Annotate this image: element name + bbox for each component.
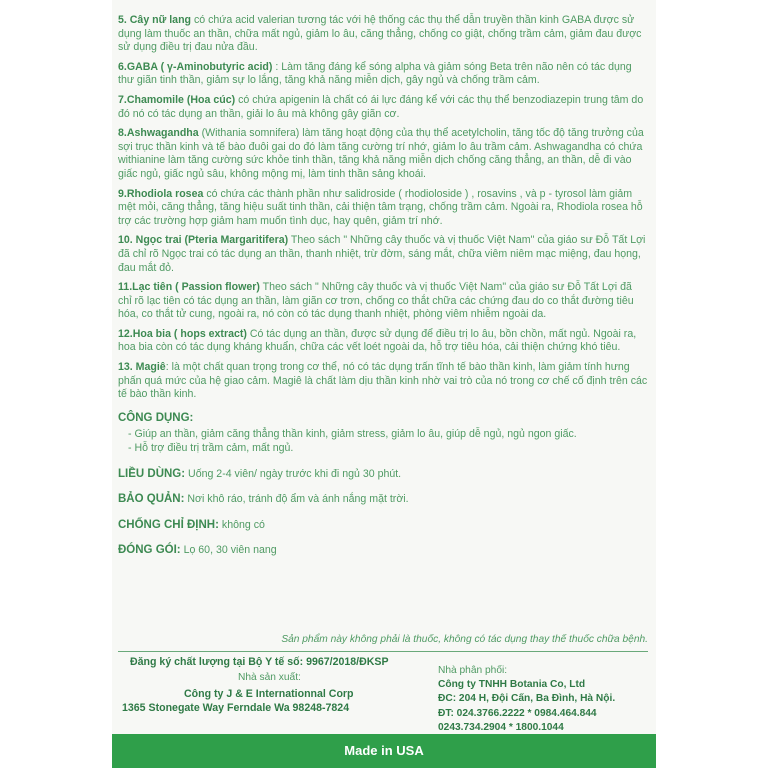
uses-list bbox=[128, 428, 648, 455]
dosage-label: LIỀU DÙNG: bbox=[118, 467, 186, 480]
ingredient-name: 11.Lạc tiên ( Passion flower) bbox=[118, 281, 260, 294]
ingredient-6 bbox=[118, 61, 648, 88]
ingredient-text: Theo sách " Những cây thuốc và vị thuốc Việt Nam" của giáo sư Đỗ Tất Lợi đã chỉ rõ lạc tiên có tác dụng an thần, làm giãn cơ trơn, chống co thắt chữa các chứng đau do co thắt đường tiêu hóa, co thắt tử cung, ngoài ra, nó còn có tác dụng thanh nhiệt, phòng viêm nhiễm ngoài da. bbox=[118, 281, 634, 321]
contraindications-line bbox=[118, 519, 648, 533]
dosage-text: Uống 2-4 viên/ ngày trước khi đi ngủ 30 phút. bbox=[185, 467, 402, 480]
ingredient-name: 7.Chamomile (Hoa cúc) bbox=[118, 93, 236, 106]
footer-bar bbox=[112, 734, 656, 768]
manufacturer-name: Công ty J & E Internationnal Corp bbox=[184, 688, 354, 700]
ingredient-name: 10. Ngọc trai (Pteria Margaritifera) bbox=[118, 234, 289, 247]
contraindications-label: CHỐNG CHỈ ĐỊNH: bbox=[118, 518, 219, 531]
uses-item: - Giúp an thần, giảm căng thẳng thần kinh, giảm stress, giảm lo âu, giúp dễ ngủ, ngủ ngon giấc. bbox=[128, 428, 577, 441]
ingredient-13 bbox=[118, 361, 648, 402]
ingredient-11 bbox=[118, 281, 648, 322]
ingredient-text: có chứa các thành phần như salidroside ( rhodioloside ) , rosavins , và p - tyrosol làm giảm mệt mỏi, căng thẳng, tăng hiệu suất tinh thần, cải thiện tâm trạng, chống trầm cảm. Ngoài ra, Rhodiola rosea hỗ trợ các trường hợp giảm ham muốn tình dục, hay quên, giảm trí nhớ. bbox=[118, 187, 643, 227]
uses-section bbox=[118, 412, 648, 456]
storage-label: BẢO QUẢN: bbox=[118, 493, 185, 506]
ingredient-name: 12.Hoa bia ( hops extract) bbox=[118, 327, 247, 340]
packaging-line bbox=[118, 544, 648, 558]
distributor-name: Công ty TNHH Botania Co, Ltd bbox=[438, 679, 586, 691]
ingredient-name: 13. Magiê bbox=[118, 361, 166, 374]
ingredient-name: 9.Rhodiola rosea bbox=[118, 187, 204, 200]
ingredient-8 bbox=[118, 127, 648, 181]
storage-text: Nơi khô ráo, tránh độ ẩm và ánh nắng mặt trời. bbox=[184, 493, 409, 506]
ingredient-5 bbox=[118, 14, 648, 55]
ingredient-text: : Làm tăng đáng kể sóng alpha và giảm sóng Beta trên não nên có tác dụng thư giãn tinh thần, giảm sự lo lắng, tăng khả năng miễn dịch, gây ngủ và chống trầm cảm. bbox=[118, 60, 632, 87]
ingredient-text: có chứa acid valerian tương tác với hệ thống các thụ thể dẫn truyền thần kinh GABA được sử dụng làm thuốc an thần, chữa mất ngủ, giảm lo âu, căng thẳng, chống co giật, chống trầm cảm, giảm đau được sử dụng điều trị đau nửa đầu. bbox=[118, 14, 642, 54]
ingredient-text: có chứa apigenin là chất có ái lực đáng kể với các thụ thể benzodiazepin trung tâm do đó nó có tác dụng an thần, giải lo âu mà không gây giãn cơ. bbox=[118, 93, 644, 120]
distributor-address: ĐC: 204 H, Đội Cấn, Ba Đình, Hà Nội. bbox=[438, 693, 616, 705]
storage-line bbox=[118, 493, 648, 507]
manufacturer-label: Nhà sản xuất: bbox=[238, 672, 301, 683]
registration-number: Đăng ký chất lượng tại Bộ Y tế số: 9967/2018/ĐKSP bbox=[130, 656, 389, 668]
ingredient-text: Theo sách " Những cây thuốc và vị thuốc Việt Nam" của giáo sư Đỗ Tất Lợi đã chỉ rõ Ngọc trai có tác dụng an thần, thanh nhiệt, trừ đờm, sáng mắt, chữa viêm niêm mạc miệng, đau họng, đau mắt đỏ. bbox=[118, 234, 646, 274]
contraindications-text: không có bbox=[218, 518, 265, 531]
ingredient-name: 6.GABA ( γ-Aminobutyric acid) bbox=[118, 60, 273, 73]
ingredient-name: 5. Cây nữ lang bbox=[118, 14, 192, 26]
distributor-phone: 0243.734.2904 * 1800.1044 bbox=[438, 721, 564, 733]
ingredient-10 bbox=[118, 234, 648, 275]
packaging-text: Lọ 60, 30 viên nang bbox=[180, 544, 277, 557]
ingredient-7 bbox=[118, 94, 648, 121]
ingredient-text: (Withania somnifera) làm tăng hoạt động của thụ thể acetylcholin, tăng tốc độ tăng trưởng của sợi trục thần kinh và tế bào đuôi gai do đó làm tăng cường trí nhớ, giảm lo âu trầm cảm. Ashwagandha có chứa withianine làm tăng cường sức khỏe tinh thần, tăng khả năng miễn dịch chống căng thẳng, an thần, dễ đi vào giấc ngủ, giấc ngủ sâu, không mộng mị, làm tinh thần sảng khoái. bbox=[118, 127, 644, 180]
manufacturer-address: 1365 Stonegate Way Ferndale Wa 98248-7824 bbox=[122, 702, 350, 714]
packaging-label: ĐÓNG GÓI: bbox=[118, 544, 181, 557]
ingredient-name: 8.Ashwagandha bbox=[118, 127, 199, 140]
uses-item: - Hỗ trợ điều trị trầm cảm, mất ngủ. bbox=[128, 442, 294, 455]
distributor-block bbox=[438, 664, 615, 735]
uses-label: CÔNG DỤNG: bbox=[118, 411, 194, 424]
distributor-phone: ĐT: 024.3766.2222 * 0984.464.844 bbox=[438, 707, 597, 719]
ingredient-text: Có tác dụng an thần, được sử dụng để điều trị lo âu, bồn chồn, mất ngủ. Ngoài ra, hoa bia còn có tác dụng kháng khuẩn, chữa các vết loét ngoài da, hỗ trợ tiêu hóa, cải thiện chứng khó tiêu. bbox=[118, 327, 637, 354]
leaflet-content bbox=[118, 14, 648, 558]
made-in-label: Made in USA bbox=[344, 743, 424, 758]
disclaimer: Sản phẩm này không phải là thuốc, không có tác dụng thay thế thuốc chữa bệnh. bbox=[118, 634, 648, 652]
distributor-label: Nhà phân phối: bbox=[438, 665, 508, 676]
ingredient-9 bbox=[118, 188, 648, 229]
ingredient-12 bbox=[118, 328, 648, 355]
dosage-line bbox=[118, 468, 648, 482]
ingredient-text: : là một chất quan trọng trong cơ thể, nó có tác dụng trấn tĩnh tế bào thần kinh, làm giảm tính hưng phấn quá mức của hệ giao cảm. Magiê là chất làm dịu thần kinh nhờ vai trò của nó trong cơ chế cố định trên các tế bào thần kinh. bbox=[118, 361, 648, 401]
